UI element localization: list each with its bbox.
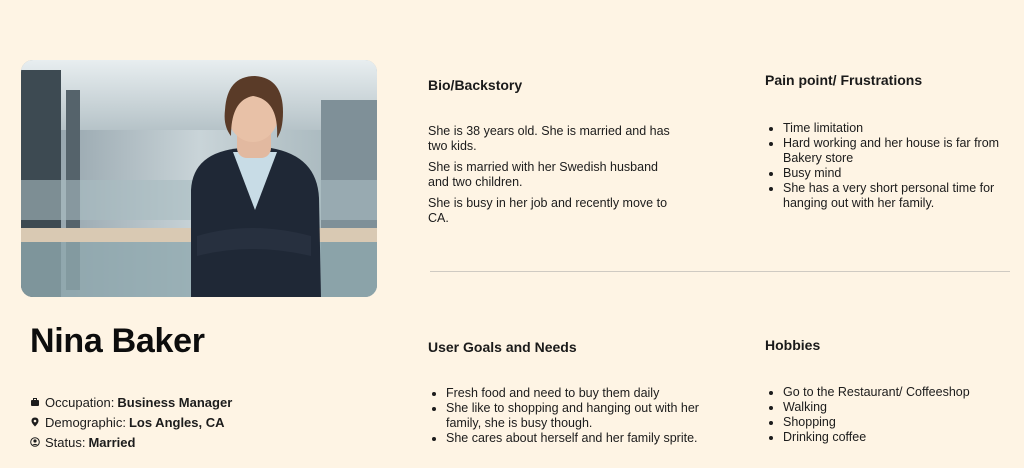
persona-photo (21, 60, 377, 297)
pain-points-section (765, 71, 1015, 211)
detail-status (30, 432, 232, 452)
persona-details (30, 392, 232, 452)
bio-paragraph: She is married with her Swedish husband and two children. (428, 160, 658, 189)
detail-occupation-label: Occupation: (45, 394, 115, 410)
list-item: • Shopping (783, 415, 1015, 430)
list-item: • She has a very short personal time for hanging out with her family. (783, 181, 1015, 211)
detail-demographic (30, 412, 232, 432)
bio-section (428, 76, 678, 232)
list-item: • Time limitation (783, 121, 1015, 136)
list-item: • Hard working and her house is far from Bakery store (783, 136, 1015, 166)
list-item: • Go to the Restaurant/ Coffeeshop (783, 385, 1015, 400)
list-item: • Walking (783, 400, 1015, 415)
bio-title: Bio/Backstory (428, 77, 523, 93)
bio-body (428, 124, 678, 226)
detail-status-label: Status: (45, 434, 86, 450)
location-pin-icon (30, 417, 40, 427)
pain-points-list (765, 121, 1015, 211)
list-item: • She like to shopping and hanging out with her family, she is busy though. (446, 401, 728, 431)
list-item: • Drinking coffee (783, 430, 1015, 445)
detail-demographic-label: Demographic: (45, 414, 126, 430)
hobbies-title: Hobbies (765, 337, 821, 353)
goals-title: User Goals and Needs (428, 339, 577, 355)
persona-name: Nina Baker (30, 322, 205, 360)
list-item: • Busy mind (783, 166, 1015, 181)
pain-points-title: Pain point/ Frustrations (765, 72, 923, 88)
goals-list (428, 386, 728, 446)
bio-paragraph: She is 38 years old. She is married and has two kids. (428, 124, 670, 153)
hobbies-list (765, 385, 1015, 445)
user-circle-icon (30, 437, 40, 447)
detail-status-value: Married (88, 434, 136, 450)
detail-occupation-value: Business Manager (117, 394, 233, 410)
list-item: • Fresh food and need to buy them daily (446, 386, 728, 401)
bio-paragraph: She is busy in her job and recently move to CA. (428, 196, 668, 225)
section-divider (430, 271, 1010, 272)
goals-section (428, 338, 728, 446)
list-item: • She cares about herself and her family sprite. (446, 431, 728, 446)
briefcase-icon (30, 397, 40, 407)
hobbies-section (765, 336, 1015, 445)
detail-demographic-value: Los Angles, CA (128, 414, 225, 430)
detail-occupation (30, 392, 232, 412)
